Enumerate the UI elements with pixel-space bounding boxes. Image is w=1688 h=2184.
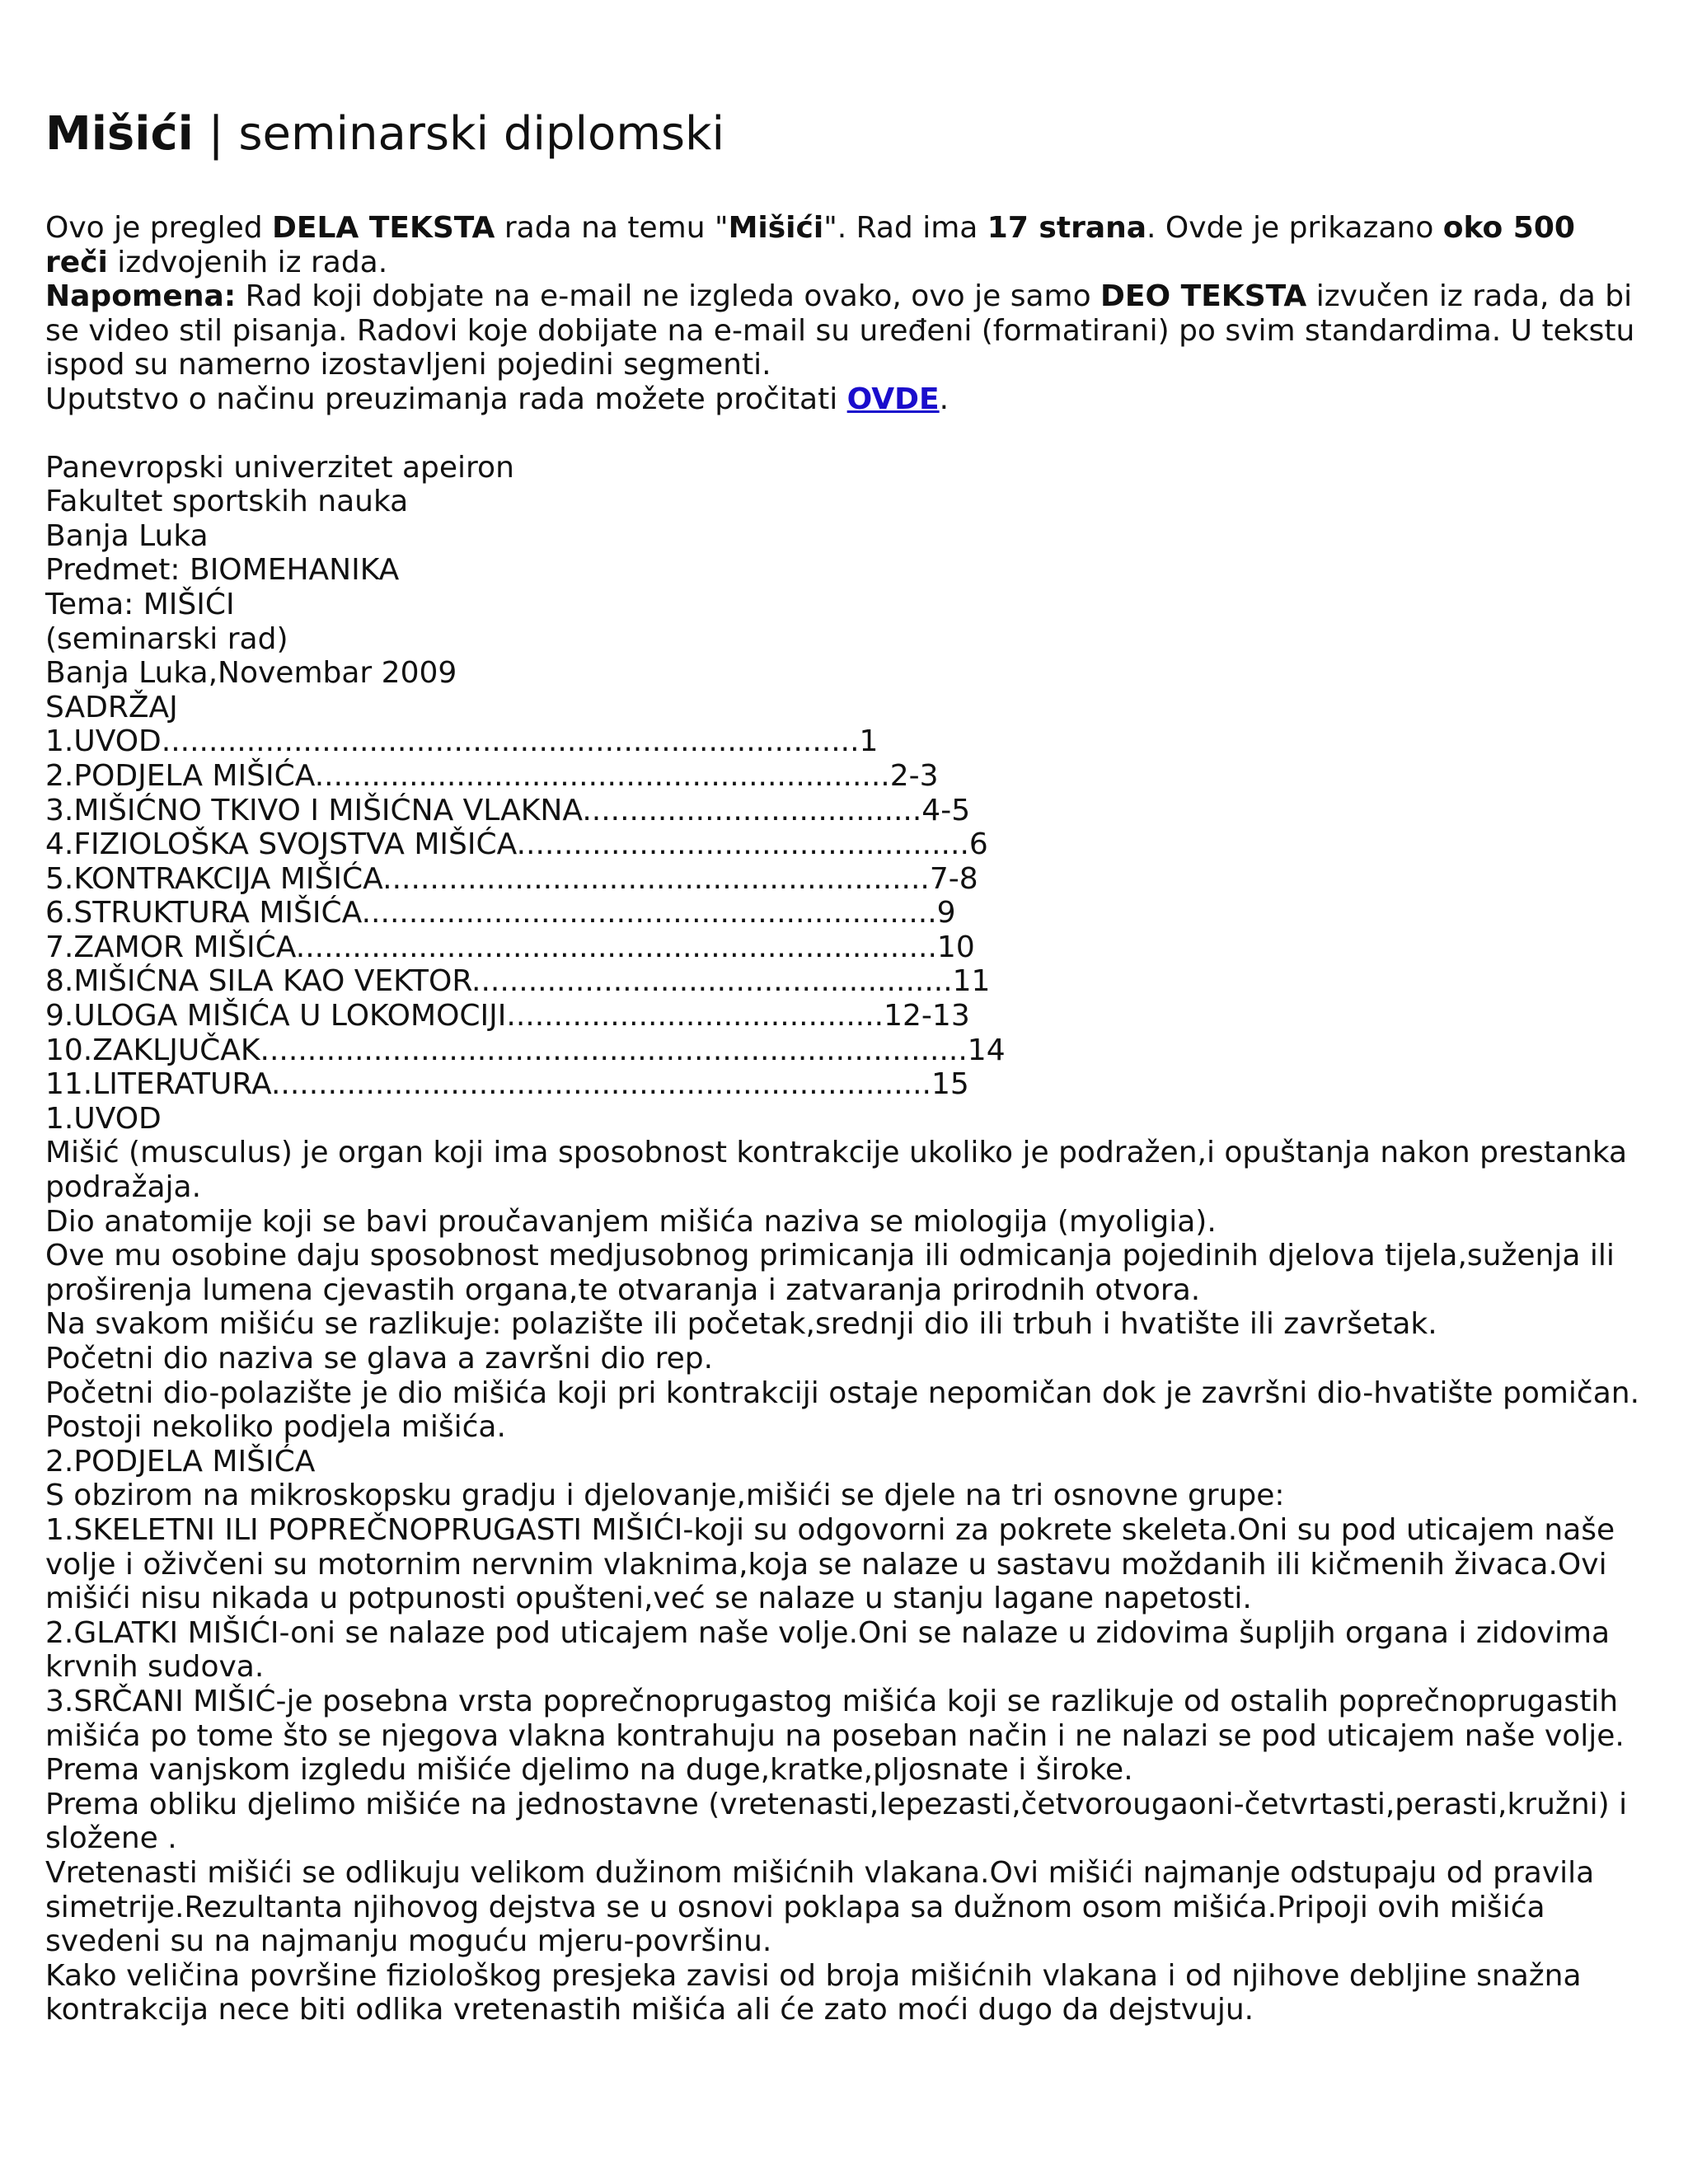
intro-text: Ovo je pregled xyxy=(45,211,273,245)
note-emphasis: DEO TEKSTA xyxy=(1100,279,1307,314)
body-paragraph: Početni dio-polazište je dio mišića koji pri kontrakciji ostaje nepomičan dok je završni dio-hvatište pomičan. xyxy=(45,1376,1640,1410)
meta-line: Predmet: BIOMEHANIKA xyxy=(45,553,400,588)
body-paragraph: Ove mu osobine daju sposobnost medjusobnog primicanja ili odmicanja pojedinih djelova tijela,suženja ili proširenja lumena cjevastih organa,te otvaranja i zatvaranja prirodnih otvora. xyxy=(45,1239,1615,1307)
intro-summary xyxy=(45,211,1643,279)
note-text: Rad koji dobjate na e-mail ne izgleda ovako, ovo je samo xyxy=(236,279,1101,314)
meta-line: Tema: MIŠIĆI xyxy=(45,587,235,621)
body-paragraph: 1.SKELETNI ILI POPREČNOPRUGASTI MIŠIĆI-koji su odgovorni za pokrete skeleta.Oni su pod uticajem naše volje i oživčeni su motornim nervnim vlaknima,koja se nalaze u sastavu moždanih ili kičmenih živaca.Ovi mišići nisu nikada u potpunosti opušteni,već se nalaze u stanju lagane napetosti. xyxy=(45,1512,1615,1616)
page-title xyxy=(45,105,1643,163)
page-title-bold: Mišići xyxy=(45,107,194,161)
intro-word-count: oko 500 reči xyxy=(45,211,1575,279)
instructions-text: Uputstvo o načinu preuzimanja rada možete pročitati xyxy=(45,382,847,416)
toc-item: 3.MIŠIĆNO TKIVO I MIŠIĆNA VLAKNA....................................4-5 xyxy=(45,793,971,827)
body-paragraph: 2.GLATKI MIŠIĆI-oni se nalaze pod uticajem naše volje.Oni se nalaze u zidovima šupljih organa i zidovima krvnih sudova. xyxy=(45,1615,1611,1685)
body-paragraph: Kako veličina površine fiziološkog presjeka zavisi od broja mišićnih vlakana i od njihove debljine snažna kontrakcija nece biti odlika vretenastih mišića ali će zato moći dugo da dejstvuju. xyxy=(45,1958,1582,2027)
body-paragraph: Vretenasti mišići se odlikuju velikom dužinom mišićnih vlakana.Ovi mišići najmanje odstupaju od pravila simetrije.Rezultanta njihovog dejstva se u osnovi poklapa sa dužnom osom mišića.Pripoji ovih mišića svedeni su na najmanju moguću mjeru-površinu. xyxy=(45,1855,1595,1959)
body-paragraph: Mišić (musculus) je organ koji ima sposobnost kontrakcije ukoliko je podražen,i opuštanja nakon prestanka podražaja. xyxy=(45,1136,1628,1205)
paper-body xyxy=(45,1102,1643,2027)
toc-item: 4.FIZIOLOŠKA SVOJSTVA MIŠIĆA................................................6 xyxy=(45,827,988,862)
section-heading: 1.UVOD xyxy=(45,1101,162,1136)
body-paragraph: S obzirom na mikroskopsku gradju i djelovanje,mišići se djele na tri osnovne grupe: xyxy=(45,1479,1285,1513)
toc-heading: SADRŽAJ xyxy=(45,690,178,724)
meta-line: Banja Luka,Novembar 2009 xyxy=(45,656,457,691)
intro-page-count: 17 strana xyxy=(987,211,1147,245)
toc-item: 6.STRUKTURA MIŠIĆA.............................................................9 xyxy=(45,896,956,930)
note-text: izvučen iz rada, da bi se video stil pisanja. Radovi koje dobijate na e-mail su uređeni (formatirani) po svim standardima. U tekstu ispod su namerno izostavljeni pojedini segmenti. xyxy=(45,279,1635,382)
intro-text: . Ovde je prikazano xyxy=(1146,211,1443,245)
meta-line: Fakultet sportskih nauka xyxy=(45,485,409,519)
body-paragraph: Na svakom mišiću se razlikuje: polazište ili početak,srednji dio ili trbuh i hvatište ili završetak. xyxy=(45,1307,1437,1342)
intro-text: izdvojenih iz rada. xyxy=(107,245,388,279)
meta-line: Panevropski univerzitet apeiron xyxy=(45,450,514,485)
ovde-link[interactable]: OVDE xyxy=(846,382,940,416)
toc-item: 2.PODJELA MIŠIĆA.............................................................2-3 xyxy=(45,758,939,793)
meta-line: Banja Luka xyxy=(45,518,209,553)
toc-item: 10.ZAKLJUČAK...........................................................................14 xyxy=(45,1033,1006,1067)
body-paragraph: Dio anatomije koji se bavi proučavanjem mišića naziva se miologija (myoligia). xyxy=(45,1204,1217,1239)
body-paragraph: 3.SRČANI MIŠIĆ-je posebna vrsta poprečnoprugastog mišića koji se razlikuje od ostalih poprečnoprugastih mišića po tome što se njegova vlakna kontrahuju na poseban način i ne nalazi se pod uticajem naše volje. xyxy=(45,1684,1625,1753)
intro-instructions xyxy=(45,382,1643,417)
toc-item: 9.ULOGA MIŠIĆA U LOKOMOCIJI........................................12-13 xyxy=(45,999,970,1033)
toc-item: 5.KONTRAKCIJA MIŠIĆA..........................................................7-8 xyxy=(45,861,978,896)
meta-line: (seminarski rad) xyxy=(45,621,288,656)
intro-section xyxy=(45,211,1643,417)
body-paragraph: Početni dio naziva se glava a završni dio rep. xyxy=(45,1342,714,1376)
intro-text: rada na temu " xyxy=(495,211,729,245)
toc-item: 1.UVOD..........................................................................1 xyxy=(45,724,879,759)
body-paragraph: Prema obliku djelimo mišiće na jednostavne (vretenasti,lepezasti,četvorougaoni-četvrtasti,perasti,kružni) i složene . xyxy=(45,1787,1628,1856)
intro-note xyxy=(45,279,1643,382)
toc-item: 7.ZAMOR MIŠIĆA....................................................................10 xyxy=(45,930,975,964)
section-heading: 2.PODJELA MIŠIĆA xyxy=(45,1444,316,1479)
note-label: Napomena: xyxy=(45,279,237,314)
table-of-contents xyxy=(45,724,1643,1102)
toc-item: 8.MIŠIĆNA SILA KAO VEKTOR...................................................11 xyxy=(45,964,991,999)
body-paragraph: Postoji nekoliko podjela mišića. xyxy=(45,1410,506,1445)
toc-item: 11.LITERATURA......................................................................15 xyxy=(45,1067,969,1102)
page-title-rest: | seminarski diplomski xyxy=(193,107,725,161)
intro-text: ". Rad ima xyxy=(823,211,987,245)
instructions-end: . xyxy=(939,382,950,416)
intro-emphasis: DELA TEKSTA xyxy=(272,211,495,245)
paper-meta xyxy=(45,451,1643,725)
intro-topic: Mišići xyxy=(728,211,824,245)
body-paragraph: Prema vanjskom izgledu mišiće djelimo na duge,kratke,pljosnate i široke. xyxy=(45,1753,1133,1788)
